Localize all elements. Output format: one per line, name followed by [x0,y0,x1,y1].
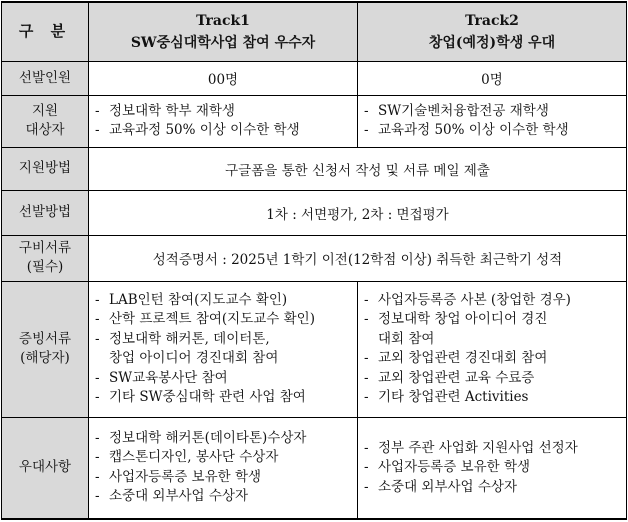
evidence-docs-label-line1: 증빙서류 [18,331,72,347]
selection-method-row [2,190,627,235]
required-docs-row [2,235,627,281]
evidence-docs-label-line2: (해당자) [20,350,70,366]
list-item: - 기타 SW중심대학 관련 사업 참여 [95,388,351,408]
track1-subtitle: SW중심대학사업 참여 우수자 [130,34,316,51]
preferences-label: 우대사항 [2,417,89,519]
list-item: - 정부 주관 사업화 지원사업 선정자 [364,439,620,459]
list-item: - 교육과정 50% 이상 이수한 학생 [364,121,620,141]
required-docs-label [2,235,89,281]
selection-count-row [2,61,627,95]
list-item: - 산학 프로젝트 참여(지도교수 확인) [95,310,351,330]
method-label: 지원방법 [2,147,89,190]
method-value: 구글폼을 통한 신청서 작성 및 서류 메일 제출 [89,147,627,190]
list-item: - 기타 창업관련 Activities [364,388,620,408]
header-label: 구 분 [2,2,89,61]
eligibility-label-line1: 지원 [31,103,59,119]
list-item: - 교육과정 50% 이상 이수한 학생 [95,121,351,141]
list-item: - 사업자등록증 사본 (창업한 경우) [364,291,620,311]
list-item: - 정보대학 학부 재학생 [95,102,351,122]
track1-title: Track1 [196,12,250,29]
track2-header [358,2,627,61]
list-item: - 사업자등록증 보유한 학생 [95,468,351,488]
list-item: - LAB인턴 참여(지도교수 확인) [95,291,351,311]
selection-count-label: 선발인원 [2,61,89,95]
list-item: - 캡스톤디자인, 봉사단 수상자 [95,448,351,468]
track2-evidence-docs [358,281,627,417]
track2-subtitle: 창업(예정)학생 우대 [428,34,556,51]
track1-evidence-docs [89,281,358,417]
list-item: - 정보대학 창업 아이디어 경진 [364,310,620,330]
list-item: - 정보대학 해커톤, 데이터톤, [95,330,351,350]
list-item: - 교외 창업관련 교육 수료증 [364,369,620,389]
selection-method-label: 선발방법 [2,190,89,235]
header-row [2,2,627,61]
list-item: - 소중대 외부사업 수상자 [95,487,351,507]
required-docs-value: 성적증명서 : 2025년 1학기 이전(12학점 이상) 취득한 최근학기 성적 [89,235,627,281]
track1-header [89,2,358,61]
track2-eligibility [358,95,627,147]
track2-title: Track2 [465,12,519,29]
list-item: - 교외 창업관련 경진대회 참여 [364,349,620,369]
list-item: - 소중대 외부사업 수상자 [364,478,620,498]
required-docs-label-line1: 구비서류 [18,240,72,256]
eligibility-row [2,95,627,147]
list-item: - SW교육봉사단 참여 [95,369,351,389]
list-item: - SW기술벤처융합전공 재학생 [364,102,620,122]
list-item-continuation: 창업 아이디어 경진대회 참여 [109,350,279,366]
program-table [1,1,627,520]
track1-preferences [89,417,358,519]
selection-method-value: 1차 : 서면평가, 2차 : 면접평가 [89,190,627,235]
preferences-row [2,417,627,519]
required-docs-label-line2: (필수) [26,259,64,275]
method-row [2,147,627,190]
list-item-continuation: 대회 참여 [378,330,435,347]
track1-eligibility [89,95,358,147]
track2-selection-count: 0명 [358,61,627,95]
eligibility-label [2,95,89,147]
evidence-docs-row [2,281,627,417]
list-item: - 사업자등록증 보유한 학생 [364,458,620,478]
track1-selection-count: 00명 [89,61,358,95]
list-item: - 정보대학 해커톤(데이타톤)수상자 [95,429,351,449]
evidence-docs-label [2,281,89,417]
track2-preferences [358,417,627,519]
eligibility-label-line2: 대상자 [25,122,65,138]
